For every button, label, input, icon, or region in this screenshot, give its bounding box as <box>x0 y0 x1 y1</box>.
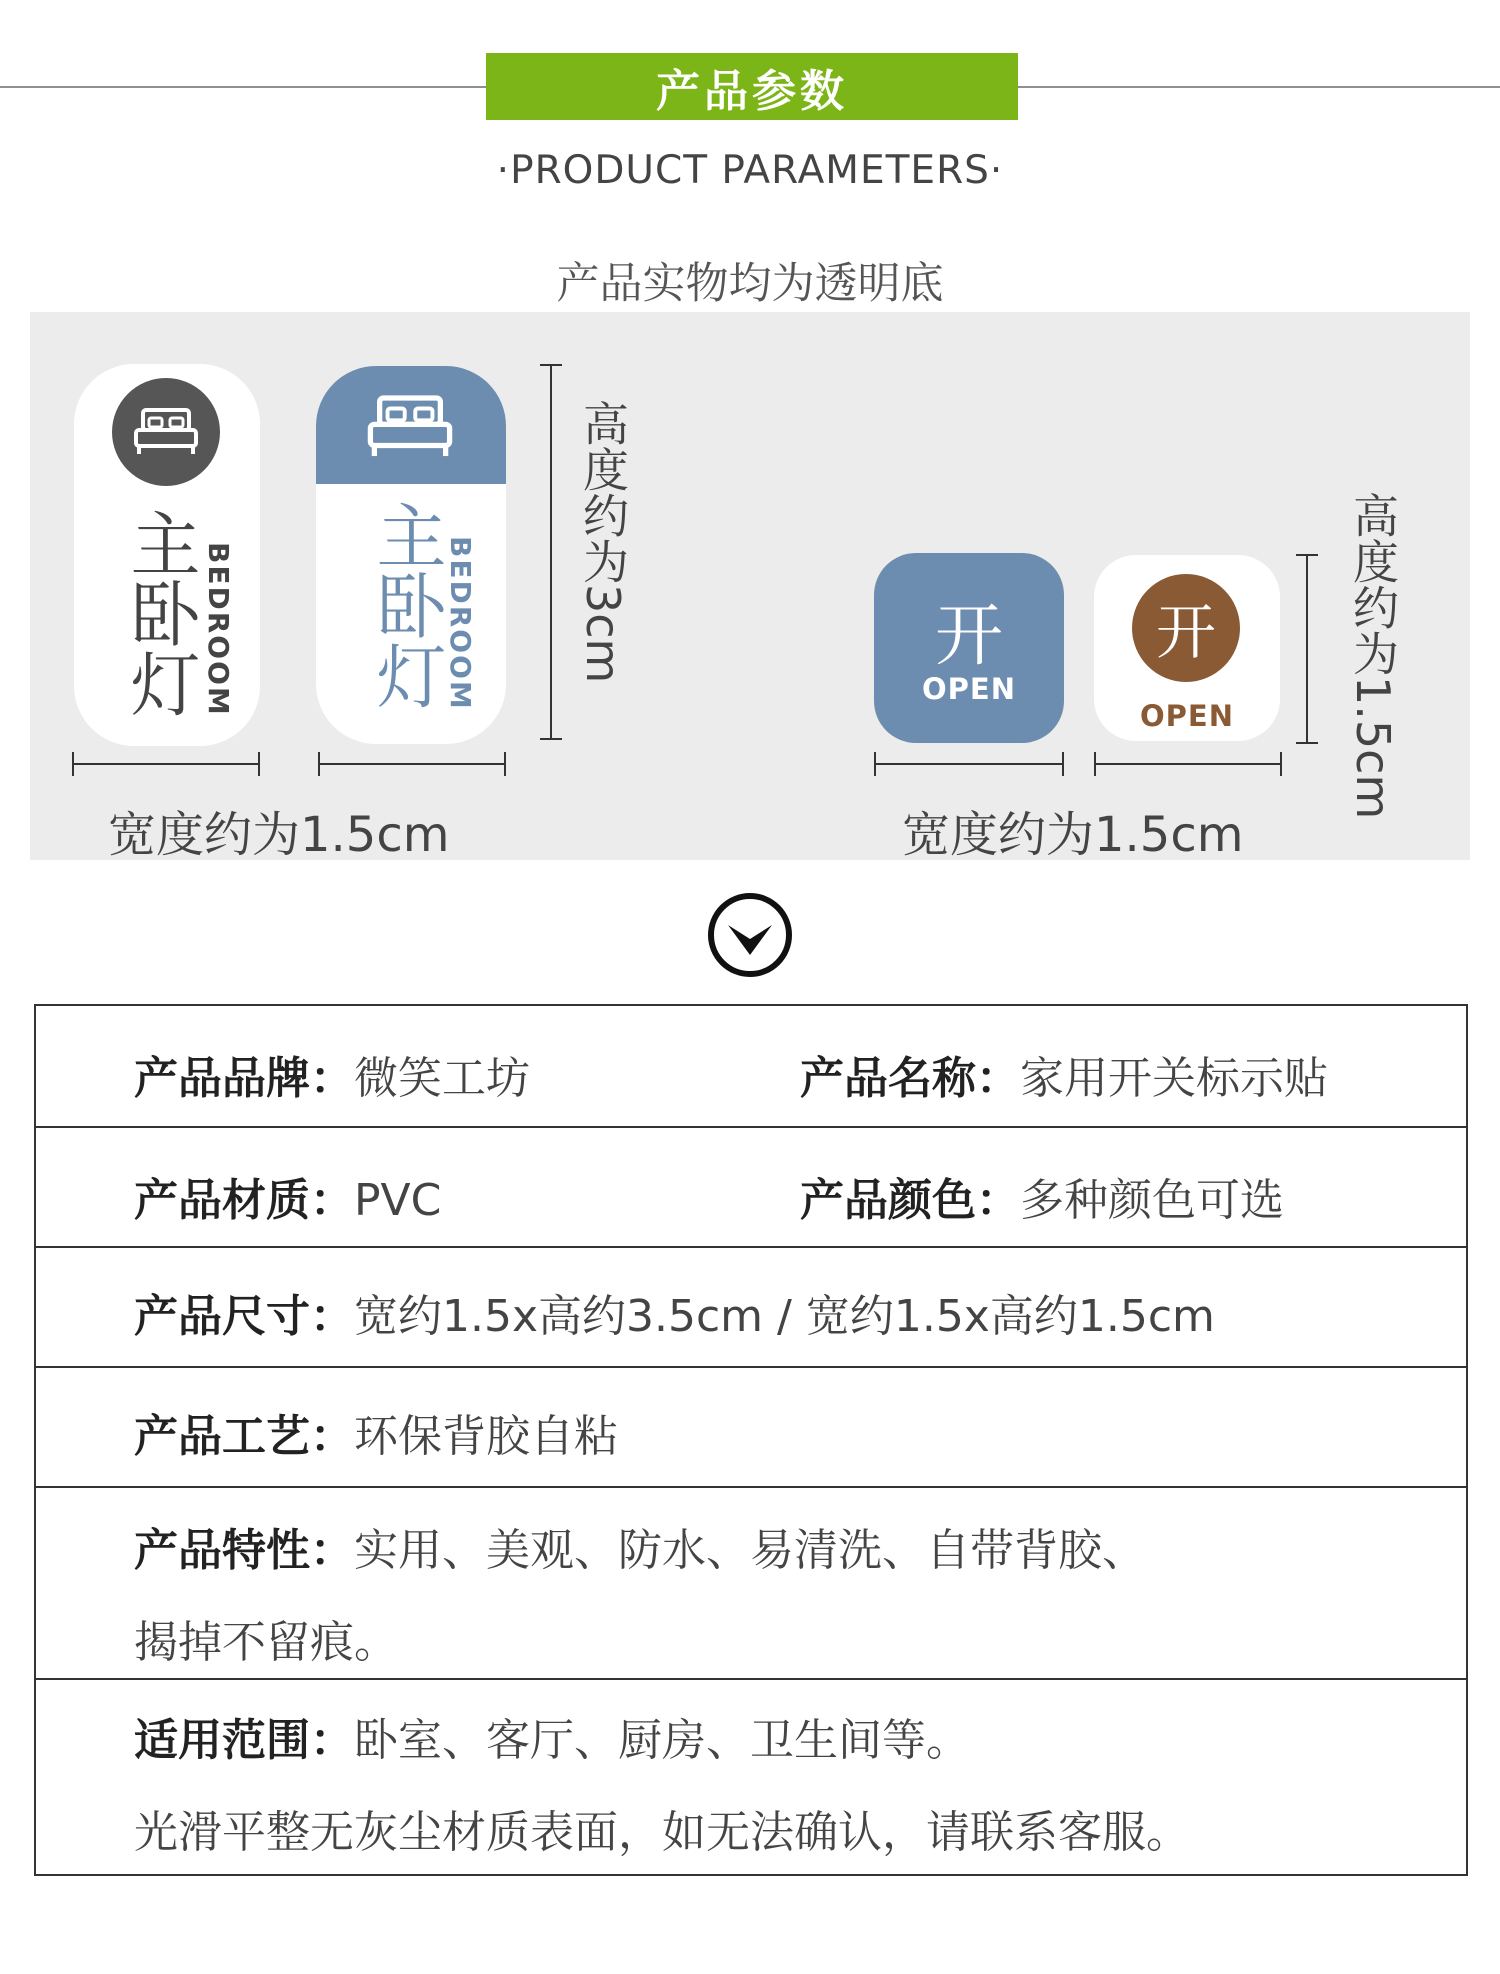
name-label: 产品名称： <box>800 1053 1020 1104</box>
width-marker <box>72 763 260 765</box>
usage-value: 卧室、客厅、厨房、卫生间等。 <box>354 1715 970 1766</box>
table-row <box>36 1126 1466 1246</box>
sticker-cn-label: 主卧灯 <box>119 508 201 718</box>
table-row <box>36 1486 1466 1678</box>
width-marker-tick <box>1062 752 1064 776</box>
width-marker-tick <box>258 752 260 776</box>
chevron-down-circle-icon <box>706 891 794 979</box>
craft-value: 环保背胶自粘 <box>354 1411 618 1462</box>
sticker-en-label: OPEN <box>922 672 1016 706</box>
brand-value: 微笑工坊 <box>354 1053 530 1104</box>
width-label: 宽度约为1.5cm <box>108 807 450 863</box>
header-divider-left <box>0 86 488 88</box>
height-marker-tick <box>1296 742 1318 744</box>
width-marker-tick <box>1094 752 1096 776</box>
width-marker <box>1094 763 1282 765</box>
height-label: 高度约为1.5cm <box>1346 492 1400 820</box>
name-value: 家用开关标示贴 <box>1020 1053 1328 1104</box>
height-marker-tick <box>540 364 562 366</box>
bed-icon <box>362 392 458 462</box>
height-marker-tick <box>540 738 562 740</box>
table-row <box>36 1246 1466 1366</box>
height-marker <box>1306 554 1308 744</box>
sticker-en-label: BEDROOM <box>202 542 235 717</box>
size-value: 宽约1.5x高约3.5cm / 宽约1.5x高约1.5cm <box>354 1291 1215 1342</box>
table-row <box>36 1366 1466 1486</box>
width-marker-tick <box>1280 752 1282 776</box>
color-value: 多种颜色可选 <box>1020 1175 1284 1226</box>
width-marker <box>874 763 1064 765</box>
sticker-en-label: OPEN <box>1140 699 1234 733</box>
usage-note: 光滑平整无灰尘材质表面，如无法确认，请联系客服。 <box>134 1807 1190 1858</box>
height-marker <box>550 364 552 740</box>
table-row <box>36 1006 1466 1126</box>
features-value: 实用、美观、防水、易清洗、自带背胶、 <box>354 1525 1146 1576</box>
width-marker <box>318 763 506 765</box>
size-label: 产品尺寸： <box>134 1291 354 1342</box>
material-label: 产品材质： <box>134 1175 354 1226</box>
sticker-en-label: BEDROOM <box>444 536 477 711</box>
features-label: 产品特性： <box>134 1525 354 1576</box>
width-marker-tick <box>318 752 320 776</box>
bed-icon <box>112 378 220 486</box>
width-marker-tick <box>874 752 876 776</box>
height-marker-tick <box>1296 554 1318 556</box>
width-label: 宽度约为1.5cm <box>902 807 1244 863</box>
height-label: 高度约为3cm <box>576 400 630 684</box>
brand-label: 产品品牌： <box>134 1053 354 1104</box>
table-row <box>36 1678 1466 1874</box>
width-marker-tick <box>72 752 74 776</box>
features-value-cont: 揭掉不留痕。 <box>134 1617 398 1668</box>
section-title: 产品参数 <box>486 53 1018 120</box>
craft-label: 产品工艺： <box>134 1411 354 1462</box>
section-subtitle: ·PRODUCT PARAMETERS· <box>496 148 1004 193</box>
material-value: PVC <box>354 1175 442 1226</box>
sticker-cn-label: 开 <box>1132 574 1240 682</box>
width-marker-tick <box>504 752 506 776</box>
sticker-cn-label: 开 <box>934 597 1003 676</box>
sticker-cn-label: 主卧灯 <box>365 500 447 710</box>
parameter-table <box>34 1004 1468 1876</box>
usage-label: 适用范围： <box>134 1715 354 1766</box>
transparent-note: 产品实物均为透明底 <box>556 259 944 309</box>
color-label: 产品颜色： <box>800 1175 1020 1226</box>
header-divider-right <box>1016 86 1500 88</box>
